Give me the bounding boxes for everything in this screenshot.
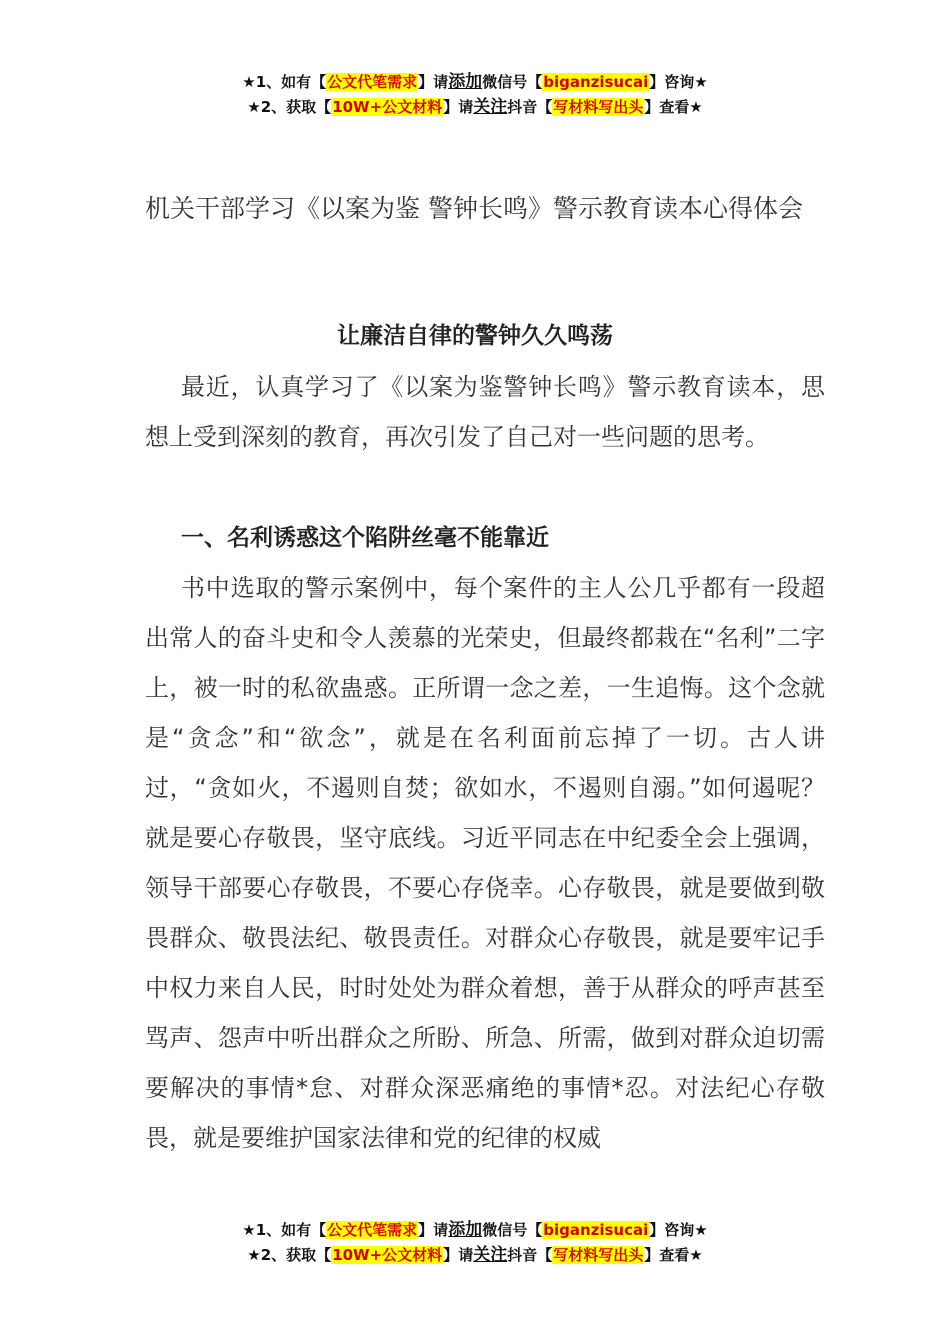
ad-douyin-id: 写材料写出头 bbox=[553, 1246, 644, 1264]
ad-highlight: 10W+公文材料 bbox=[332, 1246, 443, 1264]
footer-ad-banner bbox=[0, 1218, 950, 1268]
ad-highlight: 公文代笔需求 bbox=[327, 73, 418, 91]
document-title: 机关干部学习《以案为鉴 警钟长鸣》警示教育读本心得体会 bbox=[145, 194, 803, 223]
ad-wechat-id: biganzisucai bbox=[543, 1221, 649, 1239]
document-subtitle: 让廉洁自律的警钟久久鸣荡 bbox=[337, 323, 613, 349]
ad-wechat-id: biganzisucai bbox=[543, 73, 649, 91]
intro-paragraph: 最近，认真学习了《以案为鉴警钟长鸣》警示教育读本，思想上受到深刻的教育，再次引发了自己对一些问题的思考。 bbox=[145, 373, 825, 451]
ad-highlight: 公文代笔需求 bbox=[327, 1221, 418, 1239]
header-ad-line-2: ★2、获取【10W+公文材料】请关注抖音【写材料写出头】查看★ bbox=[247, 97, 703, 117]
ad-douyin-id: 写材料写出头 bbox=[553, 98, 644, 116]
section-heading: 一、名利诱惑这个陷阱丝毫不能靠近 bbox=[181, 525, 549, 551]
footer-ad-line-2: ★2、获取【10W+公文材料】请关注抖音【写材料写出头】查看★ bbox=[247, 1245, 703, 1265]
header-ad-banner bbox=[0, 70, 950, 120]
header-ad-line-1: ★1、如有【公文代笔需求】请添加微信号【biganzisucai】咨询★ bbox=[242, 72, 708, 92]
section-body-paragraph: 书中选取的警示案例中，每个案件的主人公几乎都有一段超出常人的奋斗史和令人羡慕的光荣史，但最终都栽在“名利”二字上，被一时的私欲蛊惑。正所谓一念之差，一生追悔。这个念就是“贪念”和“欲念”，就是在名利面前忘掉了一切。古人讲过，“贪如火，不遏则自焚；欲如水，不遏则自溺。”如何遏呢？就是要心存敬畏，坚守底线。习近平同志在中纪委全会上强调，领导干部要心存敬畏，不要心存侥幸。心存敬畏，就是要做到敬畏群众、敬畏法纪、敬畏责任。对群众心存敬畏，就是要牢记手中权力来自人民，时时处处为群众着想，善于从群众的呼声甚至骂声、怨声中听出群众之所盼、所急、所需，做到对群众迫切需要解决的事情*怠、对群众深恶痛绝的事情*忍。对法纪心存敬畏，就是要维护国家法律和党的纪律的权威 bbox=[145, 574, 825, 1152]
ad-highlight: 10W+公文材料 bbox=[332, 98, 443, 116]
footer-ad-line-1: ★1、如有【公文代笔需求】请添加微信号【biganzisucai】咨询★ bbox=[242, 1220, 708, 1240]
